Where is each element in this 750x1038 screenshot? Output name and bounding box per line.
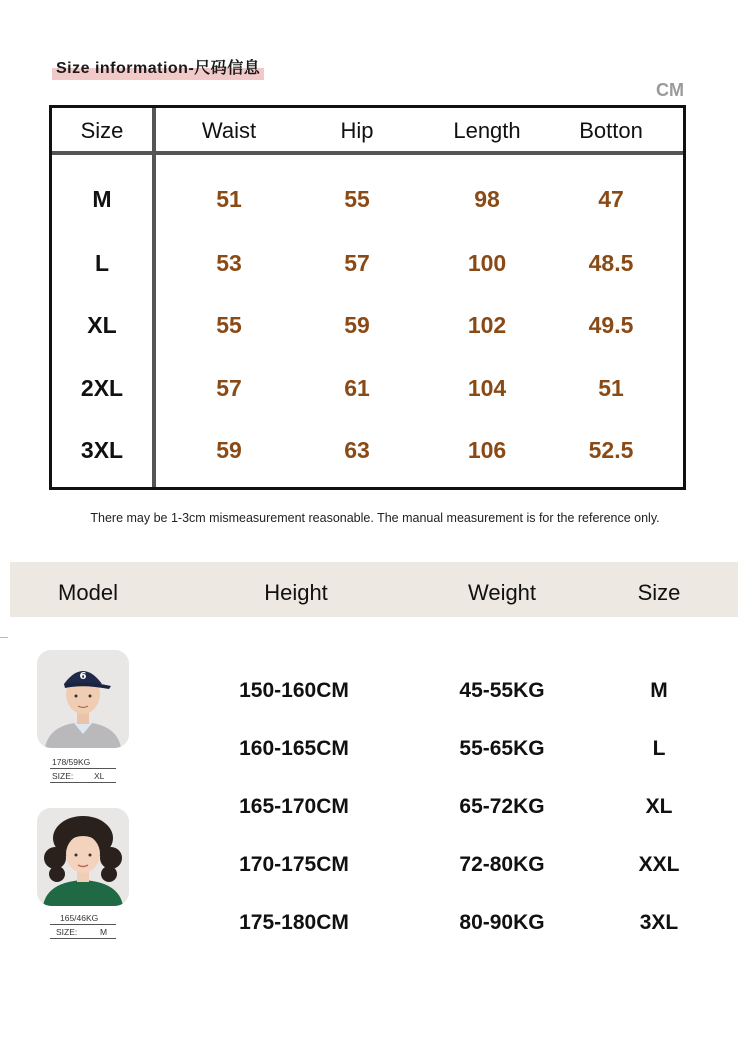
length-value: 100 — [467, 250, 507, 276]
height-value: 150-160CM — [239, 679, 349, 702]
size-row-label: 2XL — [80, 375, 124, 401]
weight-value: 65-72KG — [459, 795, 545, 818]
length-value: 106 — [467, 437, 507, 463]
header-size: Size — [80, 118, 124, 143]
measurement-note: There may be 1-3cm mismeasurement reasonable. The manual measurement is for the reference only. — [90, 511, 660, 525]
header-hip: Hip — [340, 118, 374, 143]
size-value: XXL — [638, 853, 680, 876]
botton-value: 51 — [598, 375, 624, 401]
hip-value: 61 — [344, 375, 370, 401]
length-value: 98 — [474, 186, 500, 212]
header-divider — [52, 151, 683, 155]
header-weight: Weight — [467, 580, 537, 605]
waist-value: 51 — [216, 186, 242, 212]
length-value: 102 — [467, 312, 507, 338]
model-stats: 165/46KG — [60, 913, 99, 923]
header-height: Height — [264, 580, 328, 605]
botton-value: 52.5 — [588, 437, 634, 463]
header-waist: Waist — [201, 118, 257, 143]
size-value: L — [652, 737, 666, 760]
header-botton: Botton — [579, 118, 643, 143]
hip-value: 59 — [344, 312, 370, 338]
cap-number: 6 — [79, 671, 87, 682]
column-divider — [152, 108, 156, 487]
size-row-label: L — [94, 250, 110, 276]
size-value: 3XL — [639, 911, 679, 934]
weight-value: 55-65KG — [459, 737, 545, 760]
header-length: Length — [453, 118, 521, 143]
weight-value: 80-90KG — [459, 911, 545, 934]
size-row-label: XL — [87, 312, 117, 338]
hip-value: 57 — [344, 250, 370, 276]
divider — [0, 637, 8, 638]
size-value: XL — [645, 795, 673, 818]
model-table-header — [10, 562, 738, 617]
size-row-label: M — [92, 186, 112, 212]
header-size: Size — [637, 580, 681, 605]
waist-value: 55 — [216, 312, 242, 338]
height-value: 160-165CM — [239, 737, 349, 760]
botton-value: 47 — [598, 186, 624, 212]
length-value: 104 — [467, 375, 507, 401]
hip-value: 63 — [344, 437, 370, 463]
waist-value: 53 — [216, 250, 242, 276]
unit-label: CM — [656, 80, 684, 100]
weight-value: 72-80KG — [459, 853, 545, 876]
size-row-label: 3XL — [80, 437, 124, 463]
model-stats: 178/59KG — [52, 757, 91, 767]
waist-value: 57 — [216, 375, 242, 401]
height-value: 175-180CM — [239, 911, 349, 934]
height-value: 165-170CM — [239, 795, 349, 818]
size-value: M — [650, 679, 668, 702]
weight-value: 45-55KG — [459, 679, 545, 702]
header-model: Model — [58, 580, 118, 605]
height-value: 170-175CM — [239, 853, 349, 876]
botton-value: 48.5 — [588, 250, 634, 276]
model-size: XL — [94, 771, 105, 781]
waist-value: 59 — [216, 437, 242, 463]
caption-divider — [50, 768, 116, 769]
botton-value: 49.5 — [588, 312, 634, 338]
model-avatar-male — [37, 650, 129, 748]
size-table — [49, 105, 686, 490]
model-size-label: SIZE: — [52, 771, 74, 781]
caption-divider — [50, 782, 116, 783]
size-info-title: Size information-尺码信息 — [52, 58, 264, 80]
caption-divider — [50, 924, 116, 925]
hip-value: 55 — [344, 186, 370, 212]
model-avatar-female — [37, 808, 129, 906]
model-size-label: SIZE: — [56, 927, 78, 937]
model-size: M — [100, 927, 108, 937]
caption-divider — [50, 938, 116, 939]
